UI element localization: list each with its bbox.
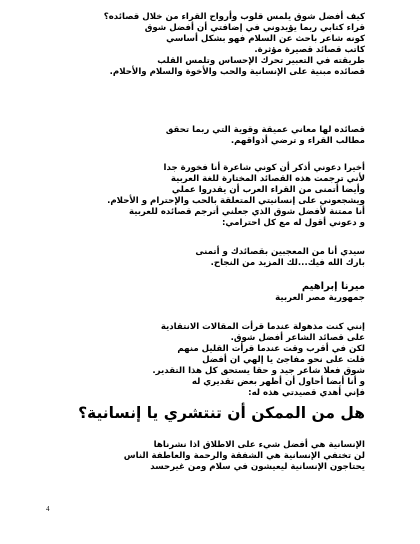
text-line: بارك الله فيك...لك المزيد من النجاح. (210, 258, 365, 268)
paragraph-dedication (25, 322, 365, 399)
poem-heading: هل من الممكن أن تنتشري يا إنسانية؟ (78, 404, 365, 422)
paragraph-meanings (25, 125, 365, 147)
paragraph-translator (25, 163, 365, 229)
text-line: شوق فعلا شاعر جيد و حقا يستحق كل هذا التقدير. (152, 366, 365, 376)
paragraph-address (25, 247, 365, 269)
text-line: يحتاجون الإنسانية ليعيشون في سلام ومن غيرحسد (150, 462, 365, 472)
text-line: قلت على نحو مفاجئ يا إلهي ان أفضل (202, 355, 365, 365)
text-line: لن تختفي الإنسانية هي الشفقة والرحمة والعاطفة الناس (123, 451, 365, 461)
text-line: الإنسانية هي أفضل شيء على الاطلاق اذا نشرناها (153, 440, 365, 450)
signature-name: ميرنا إبراهيم (301, 281, 365, 292)
text-line: إنني كنت مذهولة عندما قرأت المقالات الانتقادية (160, 322, 365, 332)
text-line: قراء كتابي ربما يؤيدوني في إضافتي أن أفضل شوق (144, 23, 365, 33)
text-line: كاتب قصائد قصيرة مؤثرة. (254, 45, 365, 55)
text-line: أنا ممتنة لأفضل شوق الذي جعلني أترجم قصائده للعربية (128, 207, 365, 217)
signature (25, 280, 365, 304)
text-line: كيف أفضل شوق يلمس قلوب وأرواح القراء من خلال قصائده؟ (103, 12, 365, 22)
text-line: سيدي أنا من المعجبين بقصائدك و أتمنى (195, 247, 365, 257)
paragraph-poem (25, 440, 365, 473)
paragraph-intro (25, 12, 365, 78)
text-line: طريقته في التعبير تحرك الإحساس وتلمس القلب (157, 56, 365, 66)
page-number: 4 (46, 505, 50, 513)
text-line: ويشجعوني على إنسانيتي المتعلقة بالحب والإحترام و الأحلام. (107, 196, 365, 206)
text-line: مطالب القراء و ترضي أذواقهم. (230, 136, 365, 146)
text-line: أخيرا دعوني أذكر أن كوني شاعرة أنا فخورة جدا (163, 163, 365, 173)
text-line: قصائده مبنية على الإنسانية والحب والأخوة والسلام والأحلام. (109, 67, 365, 77)
text-line: و دعوني أقول له مع كل احترامي: (222, 218, 365, 228)
text-line: و أنا أيضا أحاول أن أظهر بعض تقديري له (191, 377, 365, 387)
text-line: لأني ترجمت هذه القصائد المختارة للغة العربية (170, 174, 365, 184)
text-line: كونه شاعر باحث عن السلام فهو بشكل أساسي (166, 34, 365, 44)
signature-country: جمهورية مصر العربية (275, 293, 365, 303)
text-line: على قصائد الشاعر أفضل شوق. (230, 333, 365, 343)
text-line: لكن في أقرب وقت عندما قرأت القليل منهم (177, 344, 365, 354)
text-line: فإني أهدي قصيدتي هذه له: (248, 388, 365, 398)
text-line: قصائده لها معاني عميقة وقوية التي ربما تحقق (165, 125, 365, 135)
text-line: وأيضا أتمنى من القراء العرب أن يقدروا عملي (171, 185, 365, 195)
